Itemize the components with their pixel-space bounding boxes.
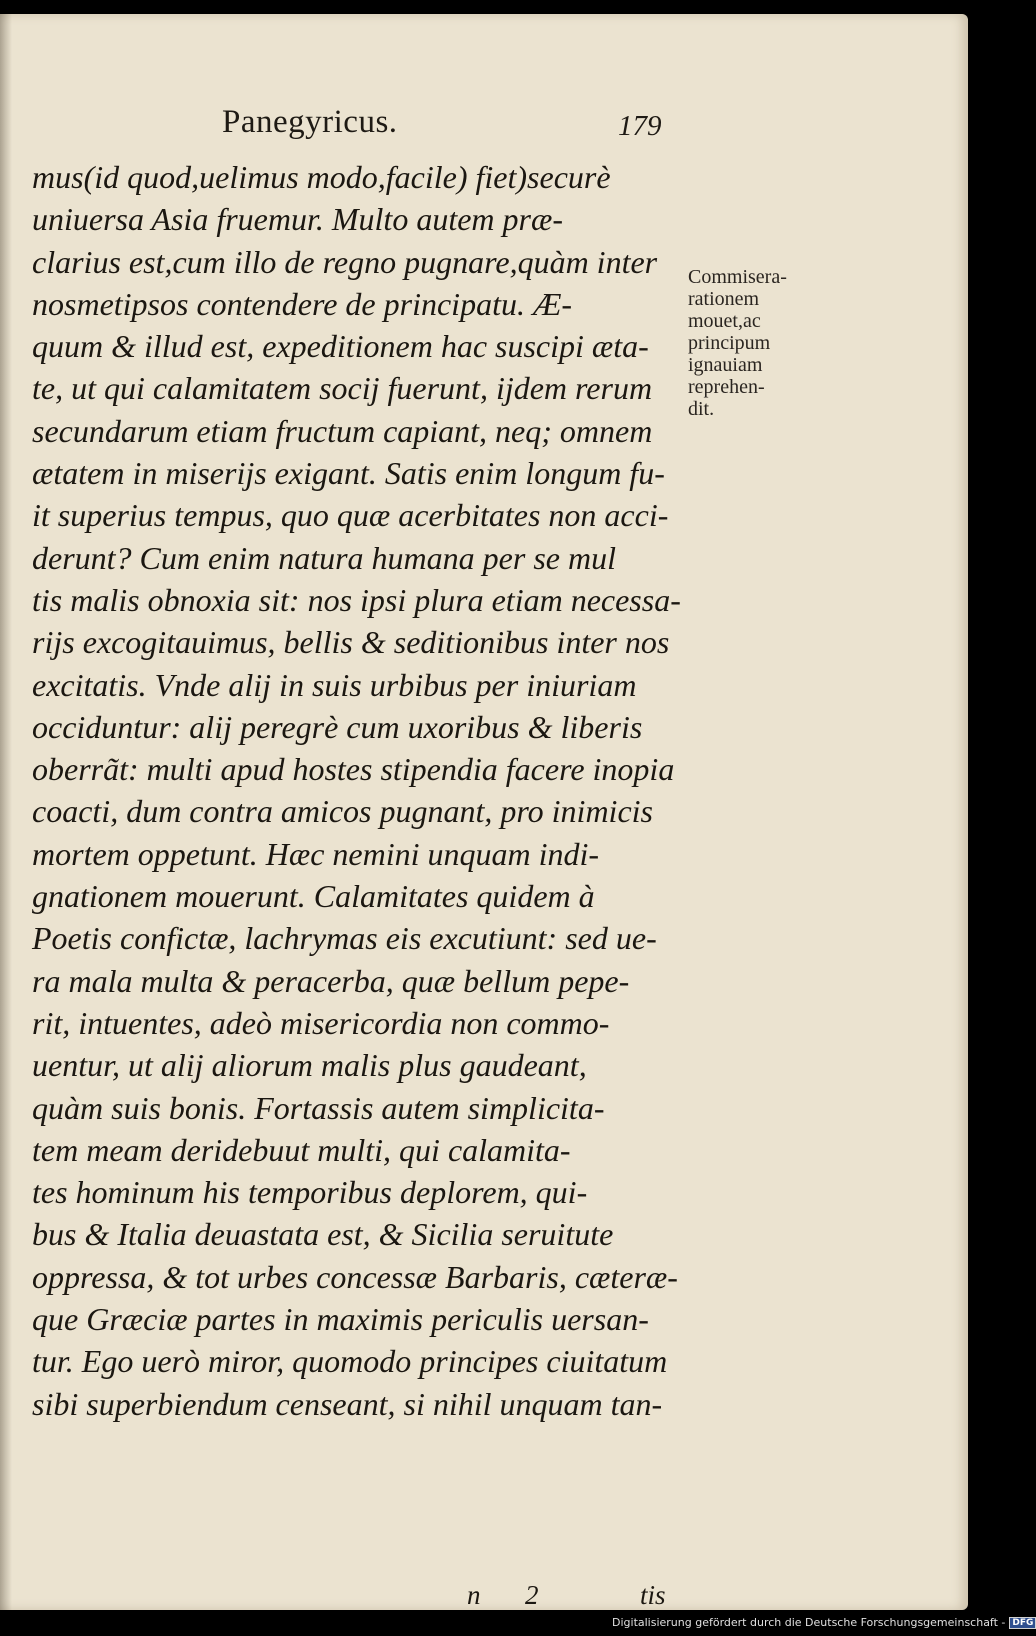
text-line: tis malis obnoxia sit: nos ipsi plura etiam necessa- (32, 581, 681, 618)
body-text (32, 156, 682, 1425)
catchword: tis (640, 1580, 666, 1610)
text-line: que Græciæ partes in maximis periculis uersan- (32, 1301, 649, 1338)
text-line: clarius est,cum illo de regno pugnare,quàm inter (32, 243, 658, 280)
text-line: ra mala multa & peracerba, quæ bellum pepe- (32, 962, 630, 999)
text-line: coacti, dum contra amicos pugnant, pro inimicis (32, 793, 653, 830)
running-head: Panegyricus. (222, 104, 398, 140)
text-line: tem meam deridebuut multi, qui calamita- (32, 1131, 571, 1168)
text-line: ætatem in miserijs exigant. Satis enim longum fu- (32, 455, 665, 492)
text-line: sibi superbiendum censeant, si nihil unquam tan- (32, 1385, 663, 1422)
credit-text: Digitalisierung gefördert durch die Deutsche Forschungsgemeinschaft - (612, 1616, 1006, 1629)
dfg-logo: DFG (1009, 1617, 1036, 1629)
text-line: mortem oppetunt. Hæc nemini unquam indi- (32, 835, 600, 872)
text-line: derunt? Cum enim natura humana per se mul (32, 539, 616, 576)
text-line: quum & illud est, expeditionem hac suscipi æta- (32, 328, 649, 365)
marginal-line: rationem (688, 288, 760, 310)
marginal-line: ignauiam (688, 354, 763, 376)
signature-number: 2 (525, 1580, 539, 1610)
text-line: occiduntur: alij peregrè cum uxoribus & liberis (32, 708, 643, 745)
text-line: rijs excogitauimus, bellis & seditionibus inter nos (32, 624, 670, 661)
marginal-line: mouet,ac (688, 310, 761, 332)
text-line: it superius tempus, quo quæ acerbitates non acci- (32, 497, 669, 534)
marginal-line: reprehen- (688, 376, 765, 398)
text-line: mus(id quod,uelimus modo,facile) fiet)securè (32, 159, 611, 195)
page-number: 179 (618, 110, 662, 142)
text-line: oberrãt: multi apud hostes stipendia facere inopia (32, 751, 675, 788)
marginal-note (688, 266, 798, 420)
signature-mark: n (467, 1580, 481, 1610)
marginal-line: dit. (688, 398, 715, 420)
book-page (0, 14, 968, 1610)
text-line: uentur, ut alij aliorum malis plus gaudeant, (32, 1047, 587, 1084)
digitization-credit (612, 1616, 1036, 1629)
text-line: tes hominum his temporibus deplorem, qui- (32, 1174, 588, 1211)
text-line: rit, intuentes, adeò misericordia non commo- (32, 1004, 610, 1041)
text-line: oppressa, & tot urbes concessæ Barbaris, cæteræ- (32, 1258, 678, 1295)
text-line: nosmetipsos contendere de principatu. Æ- (32, 285, 573, 322)
text-line: secundarum etiam fructum capiant, neq; omnem (32, 412, 653, 449)
text-line: Poetis confictæ, lachrymas eis excutiunt: sed ue- (32, 920, 657, 957)
text-line: excitatis. Vnde alij in suis urbibus per iniuriam (32, 666, 637, 703)
text-line: te, ut qui calamitatem socij fuerunt, ijdem rerum (32, 370, 653, 407)
text-line: gnationem mouerunt. Calamitates quidem à (32, 878, 595, 915)
text-line: quàm suis bonis. Fortassis autem simplicita- (32, 1089, 605, 1126)
marginal-line: Commisera- (688, 266, 787, 288)
text-line: bus & Italia deuastata est, & Sicilia seruitute (32, 1216, 614, 1253)
text-line: tur. Ego uerò miror, quomodo principes ciuitatum (32, 1343, 668, 1380)
text-line: uniuersa Asia fruemur. Multo autem præ- (32, 201, 563, 238)
marginal-line: principum (688, 332, 771, 354)
